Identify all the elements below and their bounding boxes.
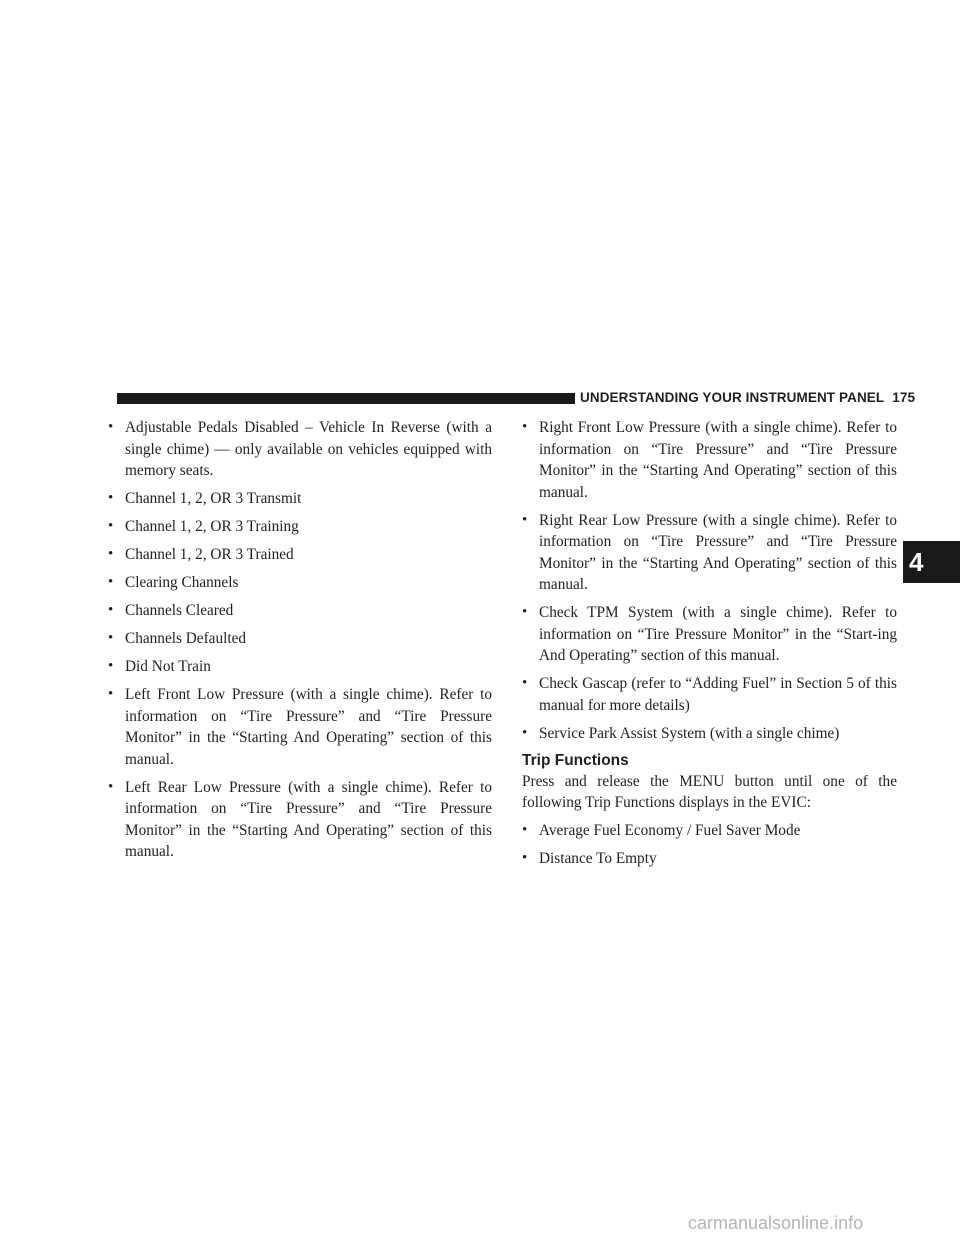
list-item: • Service Park Assist System (with a single chime): [522, 723, 897, 745]
header-rule: [117, 393, 575, 404]
list-item: • Did Not Train: [108, 656, 492, 678]
list-item: • Average Fuel Economy / Fuel Saver Mode: [522, 820, 897, 842]
left-column: [108, 417, 492, 869]
list-item: • Left Rear Low Pressure (with a single chime). Refer to information on “Tire Pressure” and “Tire Pressure Monitor” in the “Starting And Operating” section of this manual.: [108, 777, 492, 863]
section-body: Press and release the MENU button until one of the following Trip Functions displays in the EVIC:: [522, 772, 897, 811]
right-bullet-list: [522, 417, 897, 744]
list-item: • Distance To Empty: [522, 848, 897, 870]
list-item: • Channel 1, 2, OR 3 Training: [108, 516, 492, 538]
list-item: • Check Gascap (refer to “Adding Fuel” in Section 5 of this manual for more details): [522, 673, 897, 716]
list-item: • Right Front Low Pressure (with a single chime). Refer to information on “Tire Pressure” and “Tire Pressure Monitor” in the “Starting And Operating” section of this manual.: [522, 417, 897, 503]
list-item: • Channel 1, 2, OR 3 Trained: [108, 544, 492, 566]
list-item: • Left Front Low Pressure (with a single chime). Refer to information on “Tire Pressure” and “Tire Pressure Monitor” in the “Starting And Operating” section of this manual.: [108, 684, 492, 770]
right-column: [522, 417, 897, 876]
list-item: • Adjustable Pedals Disabled – Vehicle In Reverse (with a single chime) — only available on vehicles equipped with memory seats.: [108, 417, 492, 482]
running-header: [580, 390, 915, 405]
list-item: • Check TPM System (with a single chime). Refer to information on “Tire Pressure Monitor” in the “Start-ing And Operating” section of this manual.: [522, 602, 897, 667]
header-title: UNDERSTANDING YOUR INSTRUMENT PANEL: [580, 390, 885, 405]
list-item: • Right Rear Low Pressure (with a single chime). Refer to information on “Tire Pressure” and “Tire Pressure Monitor” in the “Starting And Operating” section of this manual.: [522, 510, 897, 596]
page-number: 175: [892, 390, 916, 405]
section-heading: Trip Functions: [522, 751, 629, 769]
list-item: • Channels Cleared: [108, 600, 492, 622]
left-bullet-list: [108, 417, 492, 863]
list-item: • Clearing Channels: [108, 572, 492, 594]
list-item: • Channel 1, 2, OR 3 Transmit: [108, 488, 492, 510]
trip-functions-list: [522, 820, 897, 870]
chapter-tab: 4: [903, 541, 960, 583]
list-item: • Channels Defaulted: [108, 628, 492, 650]
watermark: carmanualsonline.info: [688, 1213, 864, 1233]
